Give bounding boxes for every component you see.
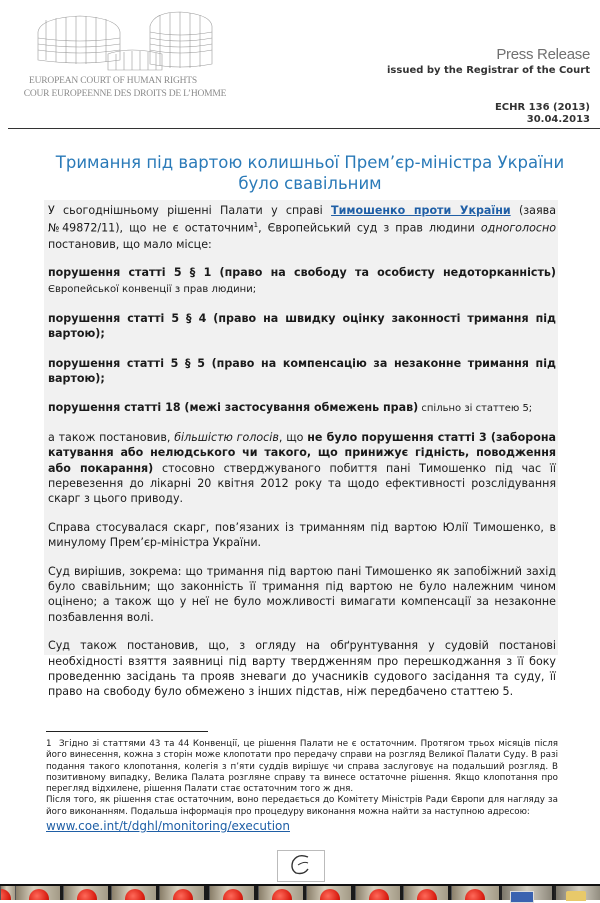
paragraph-text: , що (278, 430, 308, 444)
violation-title: порушення статті 5 § 1 (право на свободу та особисту недоторканність) (48, 265, 556, 279)
violation-rest: спільно зі статтею 5; (418, 403, 533, 415)
case-link[interactable]: Тимошенко проти України (331, 204, 511, 217)
folder-icon (566, 891, 586, 901)
intro-paragraph (48, 203, 556, 252)
press-release-body (48, 203, 556, 713)
app-icon (465, 889, 485, 900)
paragraph-italic: більшістю голосів (174, 430, 279, 444)
further-decision-paragraph: Суд також постановив, що, з огляду на обґрунтування у судовій постанові необхідності взяття заявниці під варту твердженням про перешкоджання з її боку проведенню засідань та прояв зневаги до учасників судового засідання та суду, її право на свободу було обмежено з інших підстав, ніж передбачено статтею 5. (48, 639, 556, 699)
document-icon (510, 891, 534, 903)
intro-text: постановив, що мало місце: (48, 237, 212, 251)
title-line-2: було свавільним (238, 174, 382, 193)
intro-italic: одноголосно (480, 222, 556, 236)
violation-title: порушення статті 5 § 5 (право на компенсацію за незаконне тримання під вартою); (48, 356, 556, 385)
violation-item (48, 265, 556, 298)
violation-title: порушення статті 18 (межі застосування обмежень прав) (48, 401, 419, 415)
footnote-reference[interactable]: 1 (253, 221, 259, 230)
violation-item (48, 311, 556, 343)
footnote (46, 739, 558, 834)
app-icon (29, 889, 49, 900)
release-date: 30.04.2013 (526, 114, 590, 125)
execution-link[interactable]: www.coe.int/t/dghl/monitoring/execution (46, 819, 290, 834)
app-icon (417, 889, 437, 900)
violation-rest: Європейської конвенції з прав людини; (48, 284, 257, 296)
violation-item (48, 400, 556, 416)
court-decision-paragraph: Суд вирішив, зокрема: що тримання під вартою пані Тимошенко як запобіжний захід було свавільним; що законність її тримання під вартою не було належним чином оцінено; а також що у неї не було можливості вимагати компенсації за незаконне позбавлення волі. (48, 564, 556, 624)
echr-logo (0, 10, 250, 105)
app-icon (173, 889, 193, 900)
court-building-icon (30, 10, 220, 72)
page-title (40, 152, 580, 194)
press-release-title: Press Release (496, 46, 590, 63)
intro-text: У сьогоднішньому рішенні Палати у справі (48, 204, 332, 217)
header-divider (8, 128, 600, 129)
app-icon (0, 889, 11, 900)
release-reference (495, 102, 590, 126)
intro-text: , Європейський суд з прав людини (258, 222, 481, 236)
violation-item (48, 356, 556, 388)
press-release-subtitle: issued by the Registrar of the Court (387, 65, 590, 76)
council-of-europe-icon (278, 851, 324, 881)
app-icon (369, 889, 389, 900)
no-violation-paragraph (48, 430, 556, 507)
app-icon (320, 889, 340, 900)
reference-number: ECHR 136 (2013) (494, 102, 590, 113)
footnote-text-1 (46, 739, 558, 795)
council-of-europe-logo (277, 850, 325, 882)
logo-text-french: COUR EUROPEENNE DES DROITS DE L’HOMME (23, 89, 227, 99)
footnote-text: Згідно зі статтями 43 та 44 Конвенції, це рішення Палати не є остаточним. Протягом трьох місяців після його винесення, кожна з сторін може клопотати про передачу справи на розгляд Великої Палати Суду. В разі подання такого клопотання, колегія з п’яти суддів вирішує чи справа заслуговує на подальший розгляд. В позитивному випадку, Велика Палата розгляне справу та винесе остаточне рішення. Якщо клопотання про перегляд відхилене, рішення Палати стає остаточним того ж дня. (46, 739, 558, 795)
paragraph-text: стосовно стверджуваного побиття пані Тимошенко під час її перевезення до лікарні 20 квітня 2012 року та щодо ефективності розслідування скарг з цього приводу. (48, 461, 556, 506)
footnote-text-2: Після того, як рішення стає остаточним, воно передається до Комітету Міністрів Ради Європи для нагляду за його виконанням. Подальша інформація про процедуру виконання можна найти за наступною адресою: (46, 795, 558, 817)
violation-title: порушення статті 5 § 4 (право на швидку оцінку законності тримання під вартою); (48, 311, 556, 341)
app-icon (223, 889, 243, 900)
intro-text: (заява №49872/11), що не є остаточним (48, 204, 556, 236)
app-icon (272, 889, 292, 900)
case-paragraph: Справа стосувалася скарг, пов’язаних із триманням під вартою Юлії Тимошенко, в минулому Прем’єр-міністра України. (48, 520, 556, 550)
paragraph-text: а також постановив, (48, 430, 175, 444)
logo-text-english: EUROPEAN COURT OF HUMAN RIGHTS (29, 76, 197, 86)
paragraph-bold: не було порушення статті 3 (заборона катування або нелюдського чи такого, що принижує гідність, поводження або покарання) (48, 430, 556, 475)
title-line-1: Тримання під вартою колишньої Прем’єр-міністра України (55, 153, 565, 172)
footnote-number: 1 (46, 739, 52, 749)
app-icon (77, 889, 97, 900)
app-icon (125, 889, 145, 900)
footnote-divider (46, 731, 208, 732)
